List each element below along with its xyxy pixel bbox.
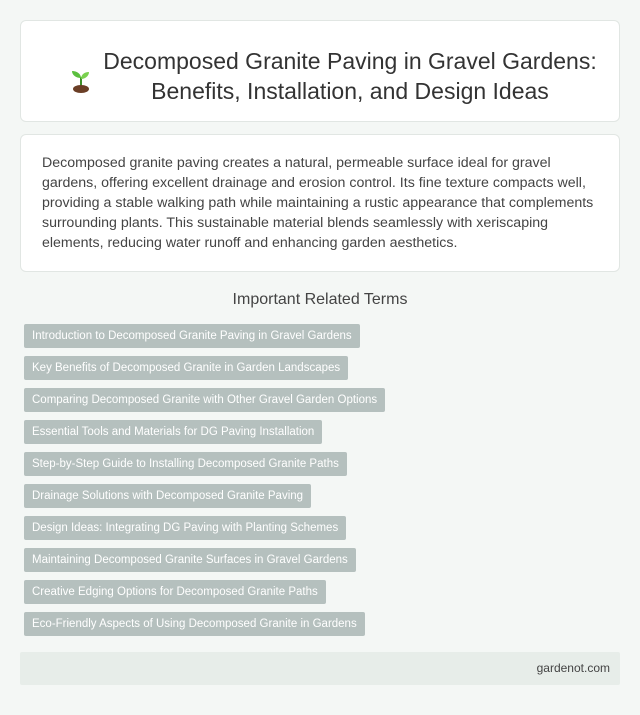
- related-term-link[interactable]: Comparing Decomposed Granite with Other Gravel Garden Options: [24, 388, 385, 412]
- related-terms-list: [24, 324, 385, 644]
- related-term-link[interactable]: Eco-Friendly Aspects of Using Decomposed Granite in Gardens: [24, 612, 365, 636]
- related-term-link[interactable]: Essential Tools and Materials for DG Paving Installation: [24, 420, 322, 444]
- related-term-link[interactable]: Step-by-Step Guide to Installing Decomposed Granite Paths: [24, 452, 347, 476]
- related-terms-heading: Important Related Terms: [232, 291, 408, 308]
- related-term-link[interactable]: Key Benefits of Decomposed Granite in Garden Landscapes: [24, 356, 348, 380]
- description-card: [20, 134, 620, 272]
- header-card: [20, 20, 620, 122]
- page-title: Decomposed Granite Paving in Gravel Gardens: Benefits, Installation, and Design Ideas: [103, 48, 597, 104]
- related-term-link[interactable]: Maintaining Decomposed Granite Surfaces in Gravel Gardens: [24, 548, 356, 572]
- related-term-link[interactable]: Design Ideas: Integrating DG Paving with Planting Schemes: [24, 516, 346, 540]
- description-text: Decomposed granite paving creates a natural, permeable surface ideal for gravel gardens, offering excellent drainage and erosion control. Its fine texture compacts well, providing a stable walking path while maintaining a rustic appearance that complements surrounding plants. This sustainable material blends seamlessly with xeriscaping elements, reducing water runoff and enhancing garden aesthetics.: [42, 155, 594, 251]
- footer-site-name[interactable]: gardenot.com: [536, 661, 610, 675]
- related-term-link[interactable]: Introduction to Decomposed Granite Paving in Gravel Gardens: [24, 324, 360, 348]
- related-term-link[interactable]: Creative Edging Options for Decomposed Granite Paths: [24, 580, 326, 604]
- footer-bar: [20, 652, 620, 685]
- related-term-link[interactable]: Drainage Solutions with Decomposed Granite Paving: [24, 484, 311, 508]
